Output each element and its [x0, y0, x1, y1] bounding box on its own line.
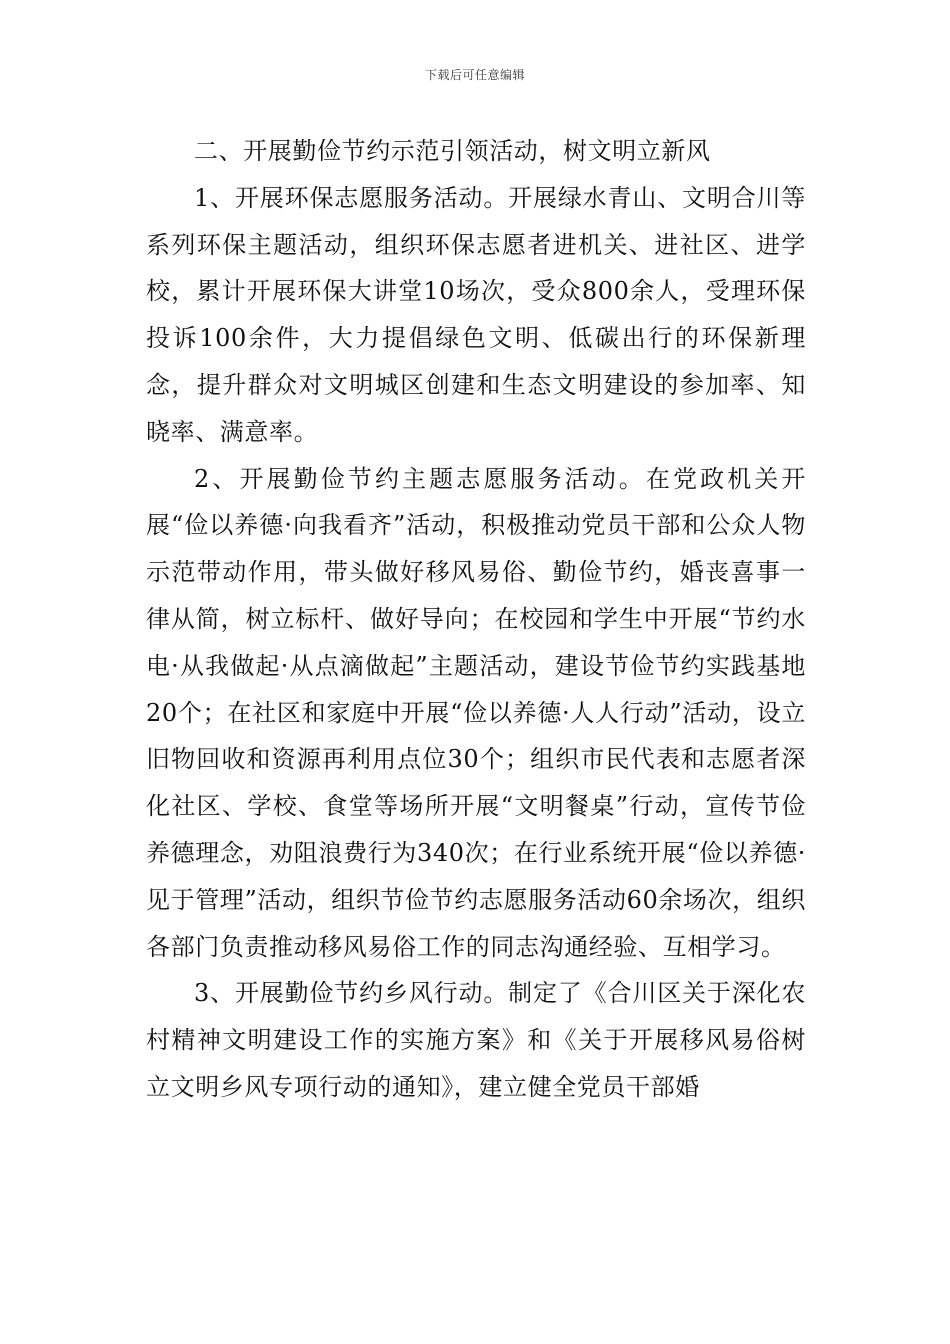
paragraph-1: 1、开展环保志愿服务活动。开展绿水青山、文明合川等系列环保主题活动，组织环保志愿者进机关、进社区、进学校，累计开展环保大讲堂10场次，受众800余人，受理环保投诉100余件，大力提倡绿色文明、低碳出行的环保新理念，提升群众对文明城区创建和生态文明建设的参加率、知晓率、满意率。: [146, 183, 806, 446]
section-heading: 二、开展勤俭节约示范引领活动，树文明立新风: [194, 137, 711, 165]
document-body: [146, 128, 806, 1111]
page-header-note: 下载后可任意编辑: [424, 68, 525, 82]
paragraph-3: 3、开展勤俭节约乡风行动。制定了《合川区关于深化农村精神文明建设工作的实施方案》和《关于开展移风易俗树立文明乡风专项行动的通知》，建立健全党员干部婚: [146, 979, 806, 1101]
paragraph-2: 2、开展勤俭节约主题志愿服务活动。在党政机关开展“俭以养德·向我看齐”活动，积极推动党员干部和公众人物示范带动作用，带头做好移风易俗、勤俭节约，婚丧喜事一律从简，树立标杆、做好导向；在校园和学生中开展“节约水电·从我做起·从点滴做起”主题活动，建设节俭节约实践基地20个；在社区和家庭中开展“俭以养德·人人行动”活动，设立旧物回收和资源再利用点位30个；组织市民代表和志愿者深化社区、学校、食堂等场所开展“文明餐桌”行动，宣传节俭养德理念，劝阻浪费行为340次；在行业系统开展“俭以养德·见于管理”活动，组织节俭节约志愿服务活动60余场次，组织各部门负责推动移风易俗工作的同志沟通经验、互相学习。: [146, 464, 806, 961]
